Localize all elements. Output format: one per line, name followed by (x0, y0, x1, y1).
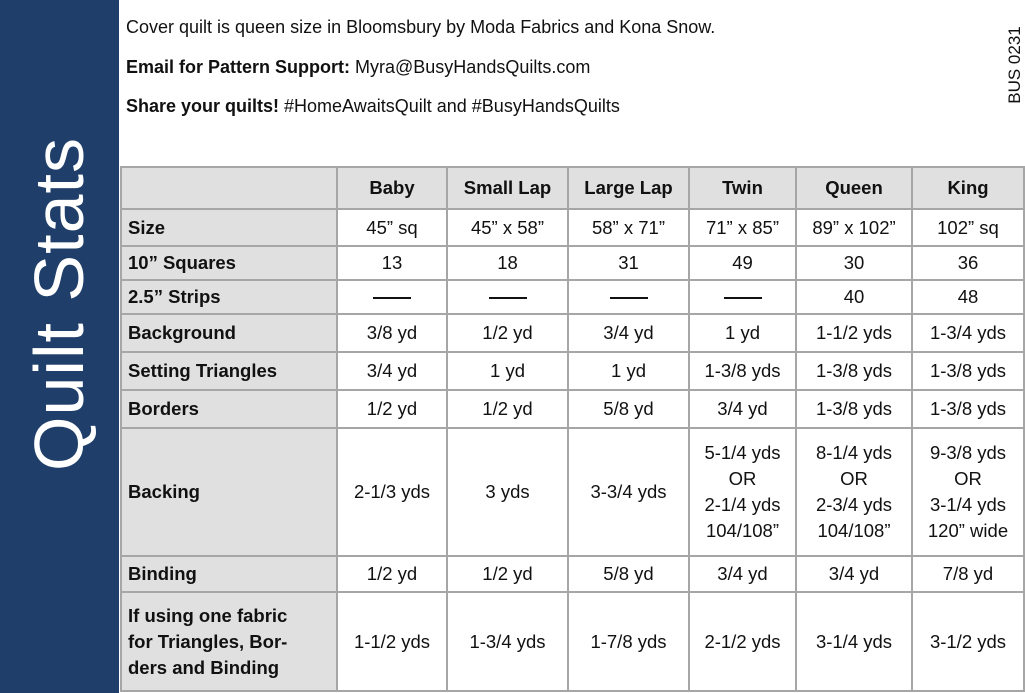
sidebar (0, 0, 119, 693)
table-cell: 3/4 yd (568, 314, 689, 352)
table-row (121, 246, 1024, 280)
row-label-line: If using one fabric (128, 604, 288, 626)
cell-line: 5-1/4 yds (704, 442, 781, 463)
table-cell: 1/2 yd (337, 556, 447, 592)
table-cell: 3-1/2 yds (912, 592, 1024, 691)
table-cell: 1 yd (447, 352, 568, 390)
column-header: Queen (796, 167, 912, 209)
pattern-code: BUS 0231 (1005, 26, 1024, 104)
table-cell (337, 280, 447, 314)
table-cell: 48 (912, 280, 1024, 314)
cell-line: 104/108” (705, 520, 780, 541)
table-cell: 31 (568, 246, 689, 280)
table-row (121, 280, 1024, 314)
header-corner (121, 167, 337, 209)
table-cell: 7/8 yd (912, 556, 1024, 592)
cover-quilt-note: Cover quilt is queen size in Bloomsbury by Moda Fabrics and Kona Snow. (126, 17, 716, 37)
row-label: Binding (121, 556, 337, 592)
table-cell: 1-3/8 yds (912, 390, 1024, 428)
table-row (121, 556, 1024, 592)
table-cell: 1-3/4 yds (912, 314, 1024, 352)
table-cell: 36 (912, 246, 1024, 280)
table-cell: 45” x 58” (447, 209, 568, 246)
row-label: Background (121, 314, 337, 352)
table-cell: 3/4 yd (337, 352, 447, 390)
table-cell (689, 280, 796, 314)
row-label: 10” Squares (121, 246, 337, 280)
table-cell: 102” sq (912, 209, 1024, 246)
table-cell: 5/8 yd (568, 556, 689, 592)
row-label (121, 592, 337, 691)
table-cell: 1/2 yd (337, 390, 447, 428)
table-cell: 3-3/4 yds (568, 428, 689, 556)
cell-line: 2-3/4 yds (815, 494, 893, 515)
cell-line: 104/108” (817, 520, 891, 541)
table-header-row (121, 167, 1024, 209)
table-cell (447, 280, 568, 314)
quilt-stats-table (120, 166, 1025, 692)
table-cell (912, 428, 1024, 556)
not-applicable-dash (373, 297, 411, 299)
table-cell: 3-1/4 yds (796, 592, 912, 691)
row-label: Borders (121, 390, 337, 428)
table-row (121, 314, 1024, 352)
table-row (121, 209, 1024, 246)
cell-line: 120” wide (927, 520, 1009, 541)
table-cell: 13 (337, 246, 447, 280)
row-label: Size (121, 209, 337, 246)
cell-line: 9-3/8 yds (929, 442, 1007, 463)
table-cell: 1-3/8 yds (796, 390, 912, 428)
row-label-line: for Triangles, Bor- (128, 630, 288, 652)
table-cell: 3/4 yd (689, 556, 796, 592)
column-header: Small Lap (447, 167, 568, 209)
column-header: Baby (337, 167, 447, 209)
table-row (121, 428, 1024, 556)
table-cell (796, 428, 912, 556)
table-row (121, 390, 1024, 428)
table-cell: 58” x 71” (568, 209, 689, 246)
table-cell: 3/4 yd (796, 556, 912, 592)
pattern-support-email: Myra@BusyHandsQuilts.com (350, 57, 591, 77)
cell-line: 2-1/4 yds (704, 494, 781, 515)
table-cell (689, 428, 796, 556)
row-label: Setting Triangles (121, 352, 337, 390)
table-cell: 1/2 yd (447, 314, 568, 352)
table-cell: 89” x 102” (796, 209, 912, 246)
table-cell (568, 280, 689, 314)
table-cell: 3 yds (447, 428, 568, 556)
row-label: 2.5” Strips (121, 280, 337, 314)
table-cell: 5/8 yd (568, 390, 689, 428)
table-cell: 71” x 85” (689, 209, 796, 246)
table-cell: 1-1/2 yds (337, 592, 447, 691)
table-cell: 45” sq (337, 209, 447, 246)
not-applicable-dash (610, 297, 648, 299)
table-cell: 1-3/8 yds (912, 352, 1024, 390)
table-cell: 1 yd (689, 314, 796, 352)
not-applicable-dash (724, 297, 762, 299)
table-cell: 3/4 yd (689, 390, 796, 428)
table-cell: 1-3/4 yds (447, 592, 568, 691)
column-header: Large Lap (568, 167, 689, 209)
sidebar-title: Quilt Stats (20, 137, 98, 471)
cell-line: 3-1/4 yds (929, 494, 1007, 515)
table-cell: 1/2 yd (447, 390, 568, 428)
cell-line: OR (954, 468, 982, 489)
row-label-line: ders and Binding (128, 656, 280, 678)
table-cell: 1/2 yd (447, 556, 568, 592)
row-label: Backing (121, 428, 337, 556)
table-cell: 18 (447, 246, 568, 280)
table-row (121, 352, 1024, 390)
table-cell: 1-3/8 yds (796, 352, 912, 390)
table-cell: 40 (796, 280, 912, 314)
cell-line: OR (840, 468, 868, 489)
share-label: Share your quilts! (126, 96, 280, 116)
table-cell: 1-3/8 yds (689, 352, 796, 390)
table-cell: 3/8 yd (337, 314, 447, 352)
table-cell: 1-7/8 yds (568, 592, 689, 691)
table-cell: 49 (689, 246, 796, 280)
share-hashtags: #HomeAwaitsQuilt and #BusyHandsQuilts (279, 96, 620, 116)
table-row (121, 592, 1024, 691)
table-cell: 30 (796, 246, 912, 280)
cell-line: 8-1/4 yds (815, 442, 893, 463)
table-cell: 1-1/2 yds (796, 314, 912, 352)
not-applicable-dash (489, 297, 527, 299)
table-cell: 2-1/3 yds (337, 428, 447, 556)
pattern-support-label: Email for Pattern Support: (126, 57, 351, 77)
table-cell: 1 yd (568, 352, 689, 390)
column-header: Twin (689, 167, 796, 209)
cell-line: OR (728, 468, 757, 489)
pattern-support-line (126, 57, 590, 78)
share-line (126, 96, 620, 117)
column-header: King (912, 167, 1024, 209)
table-cell: 2-1/2 yds (689, 592, 796, 691)
